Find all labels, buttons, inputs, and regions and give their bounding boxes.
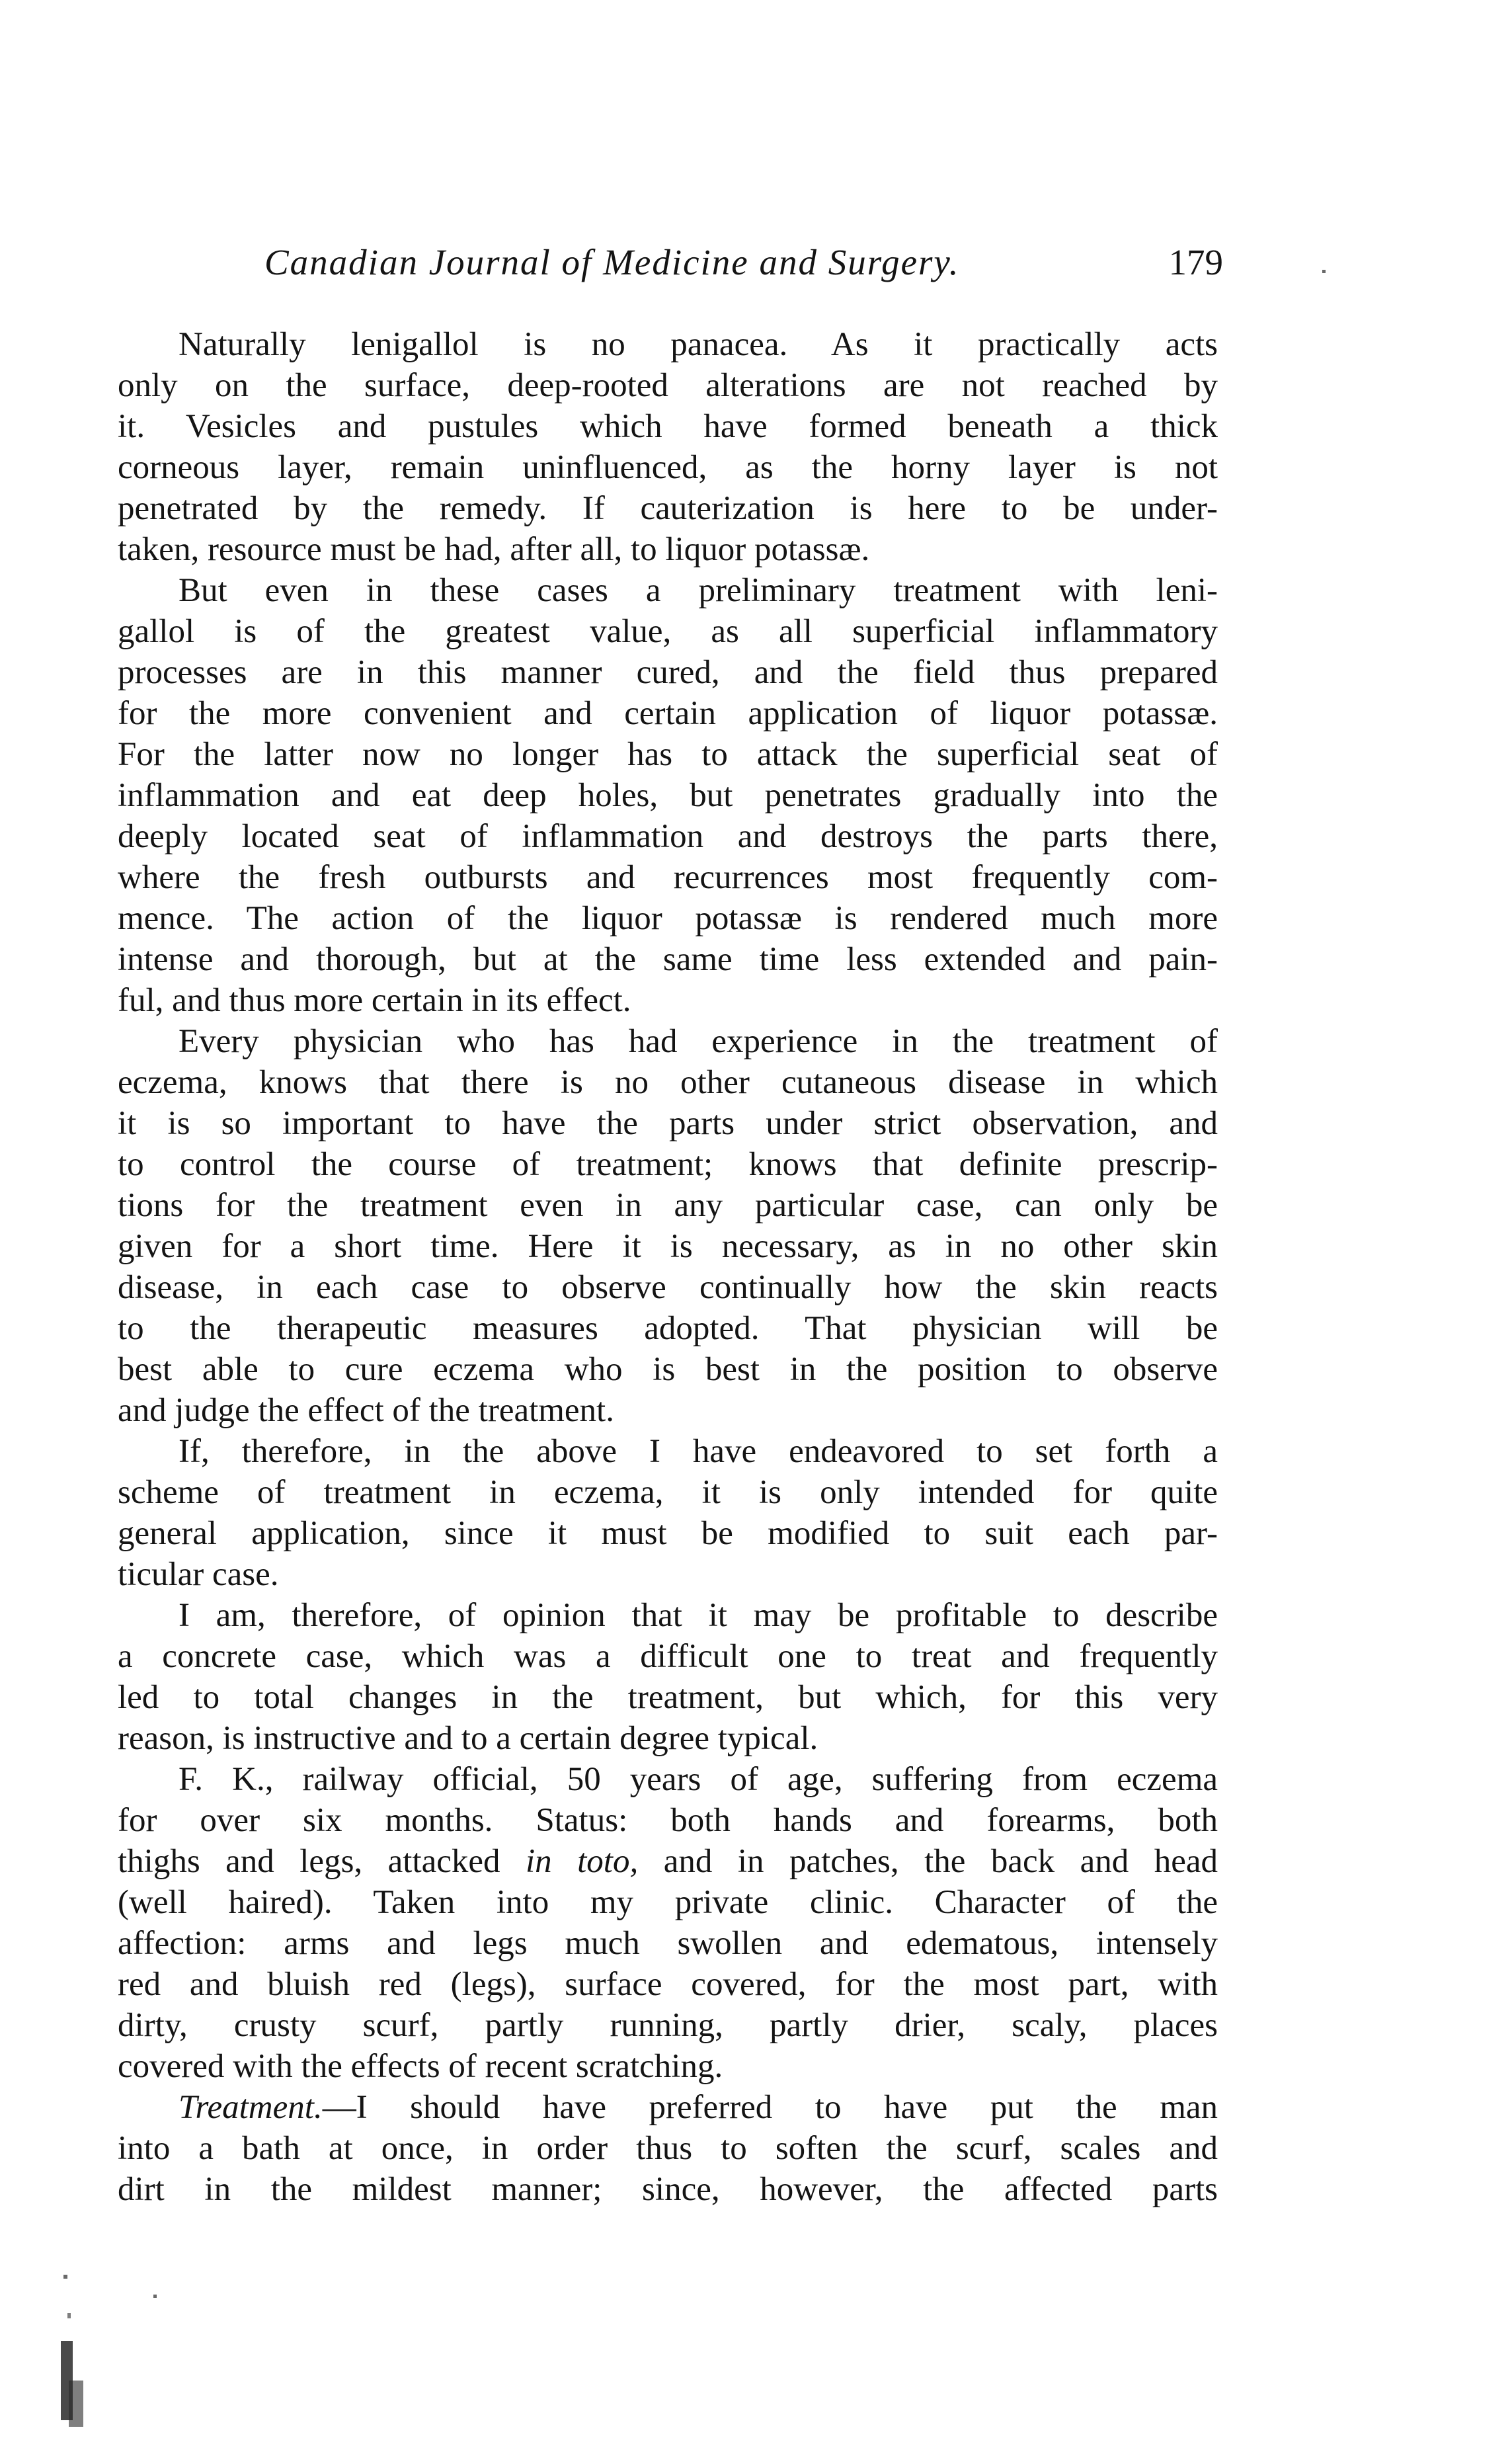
text-line: eczema, knows that there is no other cutaneous disease in which: [118, 1064, 1218, 1101]
scan-artifact: [67, 2313, 71, 2318]
text-line: Every physician who has had experience in the treatment of: [179, 1023, 1218, 1060]
text-line: where the fresh outbursts and recurrences most frequently com-: [118, 859, 1218, 896]
text-line: given for a short time. Here it is necessary, as in no other skin: [118, 1228, 1218, 1265]
text-line: it. Vesicles and pustules which have formed beneath a thick: [118, 408, 1218, 445]
text-line-mixed: [118, 1841, 1218, 1882]
text-line: penetrated by the remedy. If cauterization is here to be under-: [118, 490, 1218, 527]
text-line: inflammation and eat deep holes, but penetrates gradually into the: [118, 777, 1218, 814]
text-fragment: —I should have preferred to have put the man: [322, 2089, 1218, 2126]
text-line: for over six months. Status: both hands and forearms, both: [118, 1802, 1218, 1839]
text-line: tions for the treatment even in any particular case, can only be: [118, 1187, 1218, 1224]
paragraph-7: [118, 2087, 1218, 2210]
italic-phrase: in toto,: [526, 1843, 639, 1880]
text-line: gallol is of the greatest value, as all superficial inflammatory: [118, 613, 1218, 650]
text-line: Naturally lenigallol is no panacea. As it practically acts: [179, 326, 1218, 363]
text-line: affection: arms and legs much swollen and edematous, intensely: [118, 1925, 1218, 1962]
article-body: [118, 324, 1218, 2210]
text-line: general application, since it must be modified to suit each par-: [118, 1515, 1218, 1552]
text-line: intense and thorough, but at the same time less extended and pain-: [118, 941, 1218, 978]
paragraph-1: [118, 324, 1218, 570]
text-line: But even in these cases a preliminary treatment with leni-: [179, 572, 1218, 609]
text-line: corneous layer, remain uninfluenced, as the horny layer is not: [118, 449, 1218, 486]
text-line: scheme of treatment in eczema, it is only intended for quite: [118, 1474, 1218, 1511]
text-line: best able to cure eczema who is best in the position to observe: [118, 1351, 1218, 1388]
paragraph-2: [118, 570, 1218, 1021]
scan-artifact: [69, 2381, 83, 2427]
text-line: led to total changes in the treatment, but which, for this very: [118, 1679, 1218, 1716]
text-line: dirt in the mildest manner; since, however, the affected parts: [118, 2171, 1218, 2208]
text-line: processes are in this manner cured, and the field thus prepared: [118, 654, 1218, 691]
page-number: 179: [1168, 242, 1223, 282]
text-line: covered with the effects of recent scratching.: [118, 2048, 723, 2085]
scan-artifact: [63, 2275, 67, 2279]
running-header: [264, 241, 1276, 288]
text-line: deeply located seat of inflammation and destroys the parts there,: [118, 818, 1218, 855]
text-line: to control the course of treatment; knows that definite prescrip-: [118, 1146, 1218, 1183]
text-line: For the latter now no longer has to attack the superficial seat of: [118, 736, 1218, 773]
text-line: red and bluish red (legs), surface covered, for the most part, with: [118, 1966, 1218, 2003]
text-line: taken, resource must be had, after all, to liquor potassæ.: [118, 531, 870, 568]
text-line: I am, therefore, of opinion that it may be profitable to describe: [179, 1597, 1218, 1634]
text-line: for the more convenient and certain application of liquor potassæ.: [118, 695, 1218, 732]
section-lead-italic: Treatment.: [179, 2089, 323, 2126]
text-fragment: thighs and legs, attacked: [118, 1843, 526, 1880]
text-line: ticular case.: [118, 1556, 279, 1593]
text-line: (well haired). Taken into my private clinic. Character of the: [118, 1884, 1218, 1921]
paragraph-3: [118, 1021, 1218, 1431]
paragraph-6: [118, 1759, 1218, 2087]
text-line: F. K., railway official, 50 years of age, suffering from eczema: [179, 1761, 1218, 1798]
text-line: a concrete case, which was a difficult one to treat and frequently: [118, 1638, 1218, 1675]
text-line-mixed: [118, 2087, 1218, 2128]
text-line: to the therapeutic measures adopted. That physician will be: [118, 1310, 1218, 1347]
text-fragment: and in patches, the back and head: [638, 1843, 1218, 1880]
text-line: reason, is instructive and to a certain degree typical.: [118, 1720, 818, 1757]
text-line: mence. The action of the liquor potassæ is rendered much more: [118, 900, 1218, 937]
text-line: only on the surface, deep-rooted alterations are not reached by: [118, 367, 1218, 404]
scan-artifact: [1322, 270, 1326, 273]
paragraph-4: [118, 1431, 1218, 1595]
text-line: and judge the effect of the treatment.: [118, 1392, 614, 1429]
text-line: disease, in each case to observe continually how the skin reacts: [118, 1269, 1218, 1306]
text-line: ful, and thus more certain in its effect.: [118, 982, 631, 1019]
text-line: it is so important to have the parts under strict observation, and: [118, 1105, 1218, 1142]
text-line: If, therefore, in the above I have endeavored to set forth a: [179, 1433, 1218, 1470]
paragraph-5: [118, 1595, 1218, 1759]
running-title: Canadian Journal of Medicine and Surgery.: [264, 242, 960, 282]
text-line: into a bath at once, in order thus to soften the scurf, scales and: [118, 2130, 1218, 2167]
text-line: dirty, crusty scurf, partly running, partly drier, scaly, places: [118, 2007, 1218, 2044]
scan-artifact: [153, 2295, 157, 2298]
